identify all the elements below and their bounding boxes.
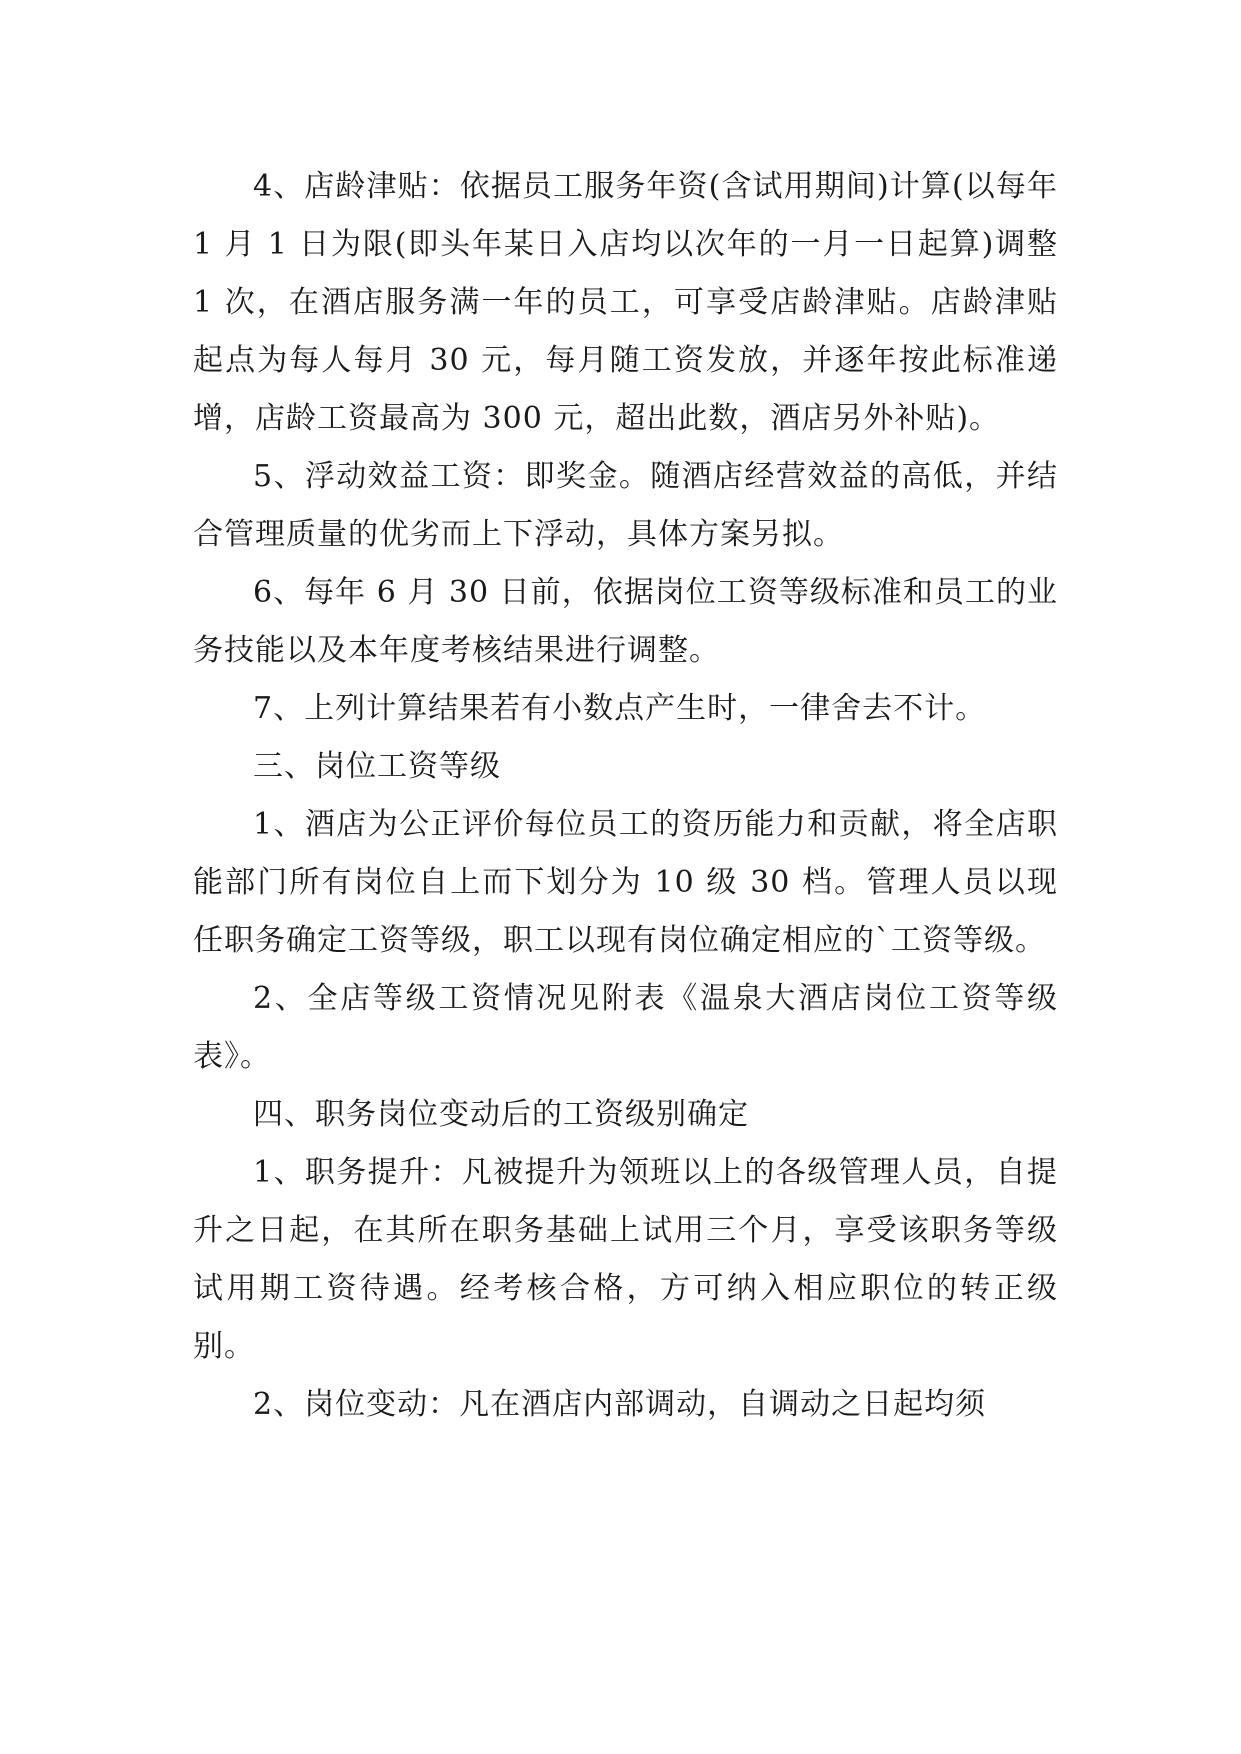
paragraph-grade-division: 1、酒店为公正评价每位员工的资历能力和贡献，将全店职能部门所有岗位自上而下划分为 10 级 30 档。管理人员以现任职务确定工资等级，职工以现有岗位确定相应的`工资等级。: [193, 807, 1058, 958]
section-heading-salary-grades: 三、岗位工资等级: [253, 749, 501, 784]
paragraph-rounding-rule: 7、上列计算结果若有小数点产生时，一律舍去不计。: [253, 691, 987, 726]
paragraph-transfer: 2、岗位变动：凡在酒店内部调动，自调动之日起均须: [253, 1387, 987, 1422]
paragraph-seniority-allowance: 4、店龄津贴：依据员工服务年资(含试用期间)计算(以每年 1 月 1 日为限(即头年某日入店均以次年的一月一日起算)调整 1 次，在酒店服务满一年的员工，可享受店龄津贴。店龄津贴起点为每人每月 30 元，每月随工资发放，并逐年按此标准递增，店龄工资最高为 300 元，超出此数，酒店另外补贴)。: [193, 169, 1058, 436]
paragraph-grade-table-reference: 2、全店等级工资情况见附表《温泉大酒店岗位工资等级表》。: [193, 981, 1058, 1074]
paragraph-promotion: 1、职务提升：凡被提升为领班以上的各级管理人员，自提升之日起，在其所在职务基础上试用三个月，享受该职务等级试用期工资待遇。经考核合格，方可纳入相应职位的转正级别。: [193, 1155, 1058, 1364]
paragraph-floating-bonus: 5、浮动效益工资：即奖金。随酒店经营效益的高低，并结合管理质量的优劣而上下浮动，具体方案另拟。: [193, 459, 1058, 552]
document-body: [193, 158, 1058, 1434]
section-heading-position-change: 四、职务岗位变动后的工资级别确定: [253, 1097, 749, 1132]
paragraph-annual-adjustment: 6、每年 6 月 30 日前，依据岗位工资等级标准和员工的业务技能以及本年度考核结果进行调整。: [193, 575, 1058, 668]
